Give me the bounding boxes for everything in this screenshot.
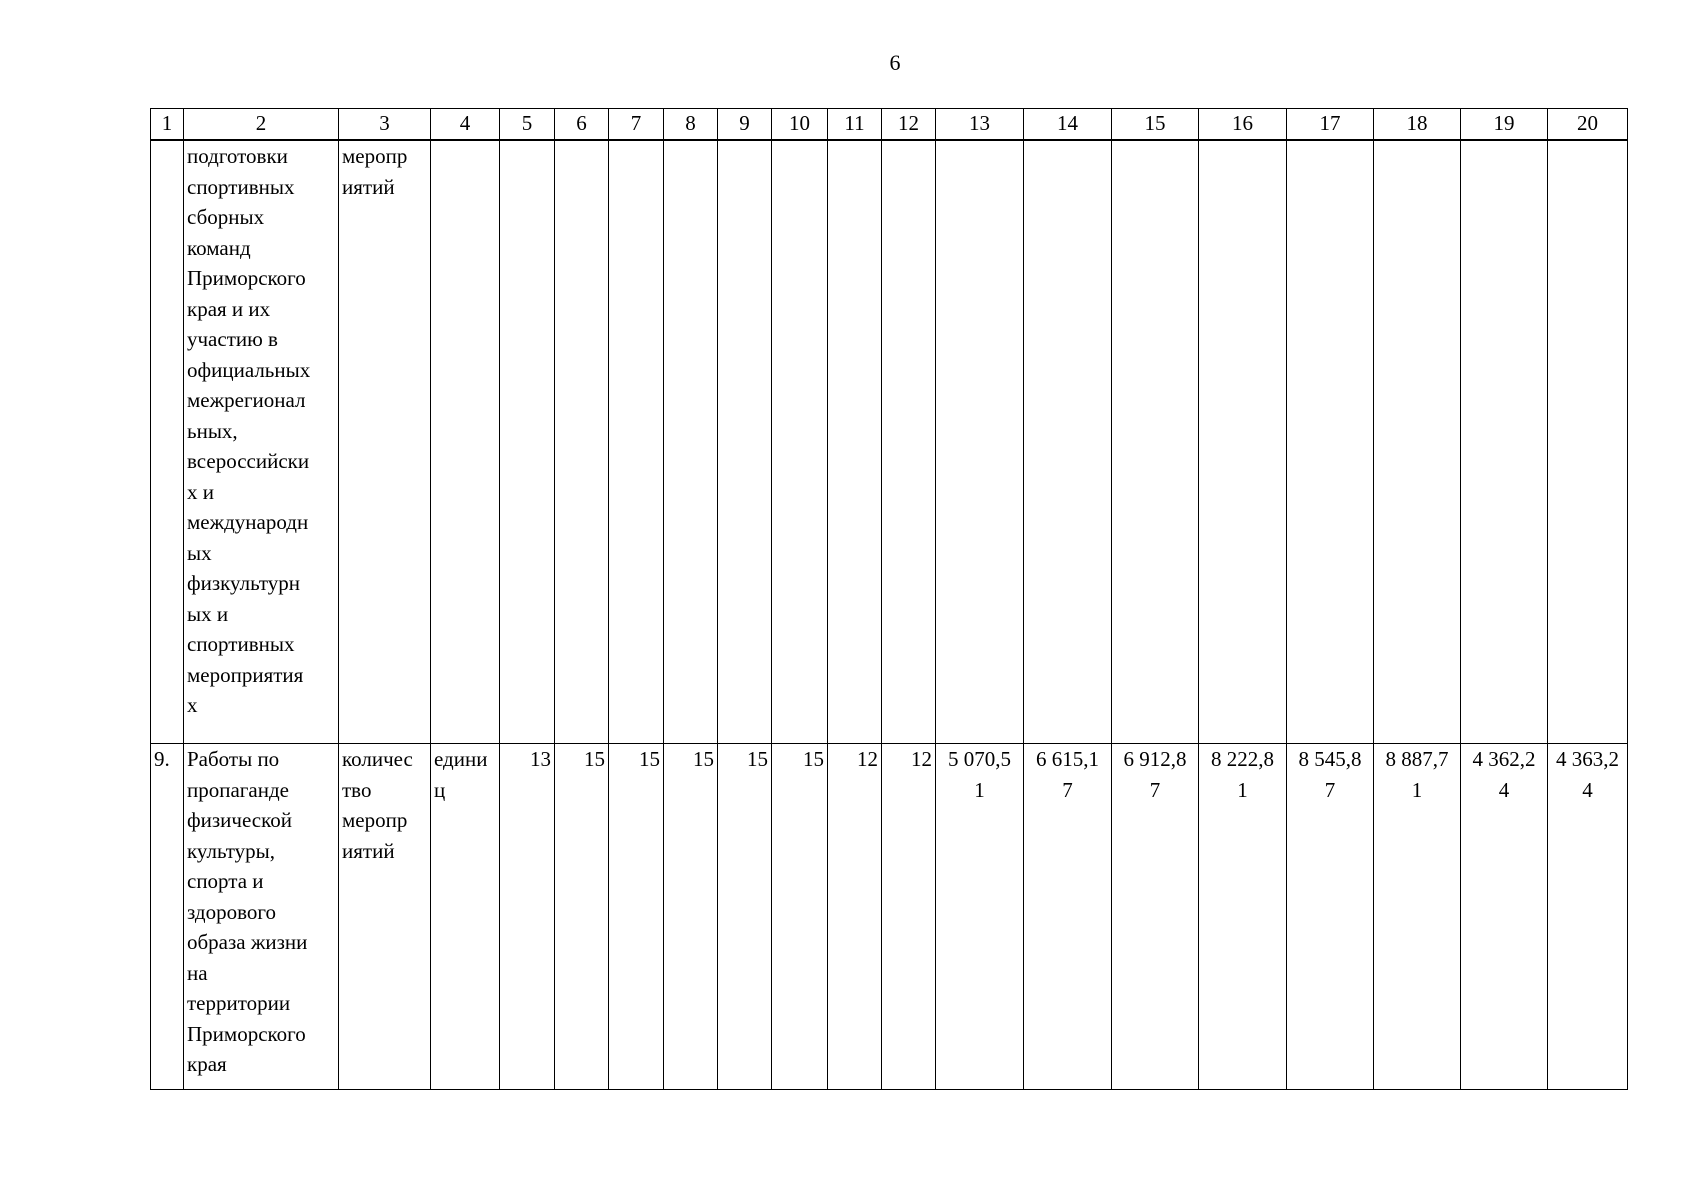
unit-line: ц	[434, 777, 446, 802]
column-header: 18	[1374, 109, 1461, 141]
work-name-line: Работы по	[187, 747, 280, 771]
work-name-line: здорового	[187, 899, 276, 924]
indicator-value-cell: 12	[828, 744, 882, 1090]
work-name-line: всероссийски	[187, 449, 310, 473]
work-name-line: культуры,	[187, 838, 275, 863]
work-name-line: края	[187, 1052, 227, 1076]
column-header: 7	[609, 109, 664, 141]
indicator-value-cell	[718, 140, 772, 744]
unit-cell	[431, 140, 500, 744]
row-number-cell: 9.	[151, 744, 184, 1090]
amount-part: 4	[1498, 777, 1510, 802]
work-name-line: международн	[187, 510, 309, 534]
indicator-value-cell: 13	[500, 744, 555, 1090]
work-name-line: физкультурн	[187, 571, 301, 595]
column-header: 5	[500, 109, 555, 141]
amount-cell	[1374, 140, 1461, 744]
indicator-name-cell	[339, 140, 431, 744]
work-name-line: ых	[187, 540, 212, 565]
column-header: 1	[151, 109, 184, 141]
indicator-name-line: иятий	[342, 838, 395, 863]
amount-cell	[1112, 140, 1199, 744]
amount-part: 5 070,5	[948, 747, 1011, 771]
amount-part: 8 887,7	[1385, 747, 1449, 771]
work-name-line: спортивных	[187, 632, 295, 656]
work-name-line: межрегионал	[187, 388, 306, 412]
amount-part: 1	[1237, 777, 1248, 802]
indicator-value-cell	[882, 140, 936, 744]
work-name-line: Приморского	[187, 1021, 306, 1046]
indicator-value-cell	[772, 140, 828, 744]
amount-cell	[936, 140, 1024, 744]
indicator-name-line: меропр	[342, 144, 408, 168]
amount-cell	[1199, 140, 1287, 744]
indicator-value-cell	[664, 140, 718, 744]
data-table	[150, 108, 1628, 1090]
work-name-line: спортивных	[187, 174, 295, 199]
indicator-value-cell	[555, 140, 609, 744]
column-header: 10	[772, 109, 828, 141]
work-name-line: на	[187, 960, 208, 985]
indicator-value-cell: 12	[882, 744, 936, 1090]
column-header: 13	[936, 109, 1024, 141]
amount-cell	[1461, 744, 1548, 1090]
amount-part: 8 222,8	[1211, 747, 1274, 771]
indicator-value-cell: 15	[555, 744, 609, 1090]
column-header: 4	[431, 109, 500, 141]
column-header: 11	[828, 109, 882, 141]
column-header: 16	[1199, 109, 1287, 141]
amount-cell	[1112, 744, 1199, 1090]
work-name-line: х	[187, 693, 198, 717]
work-name-line: подготовки	[187, 144, 288, 168]
column-header: 2	[184, 109, 339, 141]
indicator-value-cell	[828, 140, 882, 744]
indicator-name-line: количес	[342, 747, 413, 771]
work-name-line: мероприятия	[187, 662, 304, 687]
column-header: 3	[339, 109, 431, 141]
table-row	[151, 140, 1628, 744]
table-row	[151, 744, 1628, 1090]
column-header: 8	[664, 109, 718, 141]
row-number-cell	[151, 140, 184, 744]
amount-part: 7	[1324, 777, 1336, 802]
unit-line: едини	[434, 747, 488, 771]
amount-part: 6 615,1	[1036, 747, 1099, 771]
indicator-value-cell: 15	[664, 744, 718, 1090]
indicator-name-cell	[339, 744, 431, 1090]
column-header: 6	[555, 109, 609, 141]
work-name-cell	[184, 140, 339, 744]
indicator-name-line: меропр	[342, 808, 408, 832]
amount-cell	[1287, 140, 1374, 744]
work-name-line: пропаганде	[187, 777, 289, 802]
amount-cell	[1548, 744, 1628, 1090]
amount-part: 1	[1411, 777, 1423, 802]
amount-part: 8 545,8	[1298, 747, 1362, 771]
page-number: 6	[889, 50, 901, 75]
work-name-line: образа жизни	[187, 930, 308, 954]
work-name-line: сборных	[187, 205, 265, 229]
amount-part: 6 912,8	[1123, 747, 1187, 771]
amount-part: 7	[1149, 777, 1161, 802]
indicator-name-line: иятий	[342, 174, 395, 199]
amount-cell	[1199, 744, 1287, 1090]
unit-cell	[431, 744, 500, 1090]
column-header: 15	[1112, 109, 1199, 141]
amount-cell	[1024, 140, 1112, 744]
indicator-value-cell: 15	[718, 744, 772, 1090]
work-name-line: официальных	[187, 357, 311, 382]
work-name-line: спорта и	[187, 869, 264, 893]
work-name-line: ых и	[187, 601, 229, 626]
work-name-line: команд	[187, 235, 251, 260]
indicator-name-line: тво	[342, 777, 372, 802]
indicator-value-cell: 15	[609, 744, 664, 1090]
column-header: 17	[1287, 109, 1374, 141]
table-body	[151, 140, 1628, 1090]
work-name-line: участию в	[187, 327, 278, 351]
amount-part: 4 363,2	[1556, 747, 1619, 771]
amount-part: 4 362,2	[1472, 747, 1536, 771]
work-name-line: х и	[187, 479, 214, 504]
indicator-value-cell: 15	[772, 744, 828, 1090]
work-name-line: ьных,	[187, 418, 238, 443]
indicator-value-cell	[609, 140, 664, 744]
amount-cell	[1461, 140, 1548, 744]
amount-cell	[1374, 744, 1461, 1090]
amount-cell	[1287, 744, 1374, 1090]
amount-part: 1	[974, 777, 985, 802]
column-header: 20	[1548, 109, 1628, 141]
work-name-line: Приморского	[187, 266, 306, 290]
header-row	[151, 109, 1628, 141]
amount-cell	[1024, 744, 1112, 1090]
amount-cell	[1548, 140, 1628, 744]
column-header: 12	[882, 109, 936, 141]
amount-part: 4	[1582, 777, 1593, 802]
indicator-value-cell	[500, 140, 555, 744]
amount-cell	[936, 744, 1024, 1090]
column-header: 14	[1024, 109, 1112, 141]
work-name-line: физической	[187, 808, 292, 832]
work-name-line: края и их	[187, 296, 271, 321]
column-header: 9	[718, 109, 772, 141]
work-name-line: территории	[187, 991, 291, 1015]
amount-part: 7	[1062, 777, 1073, 802]
work-name-cell	[184, 744, 339, 1090]
column-header: 19	[1461, 109, 1548, 141]
